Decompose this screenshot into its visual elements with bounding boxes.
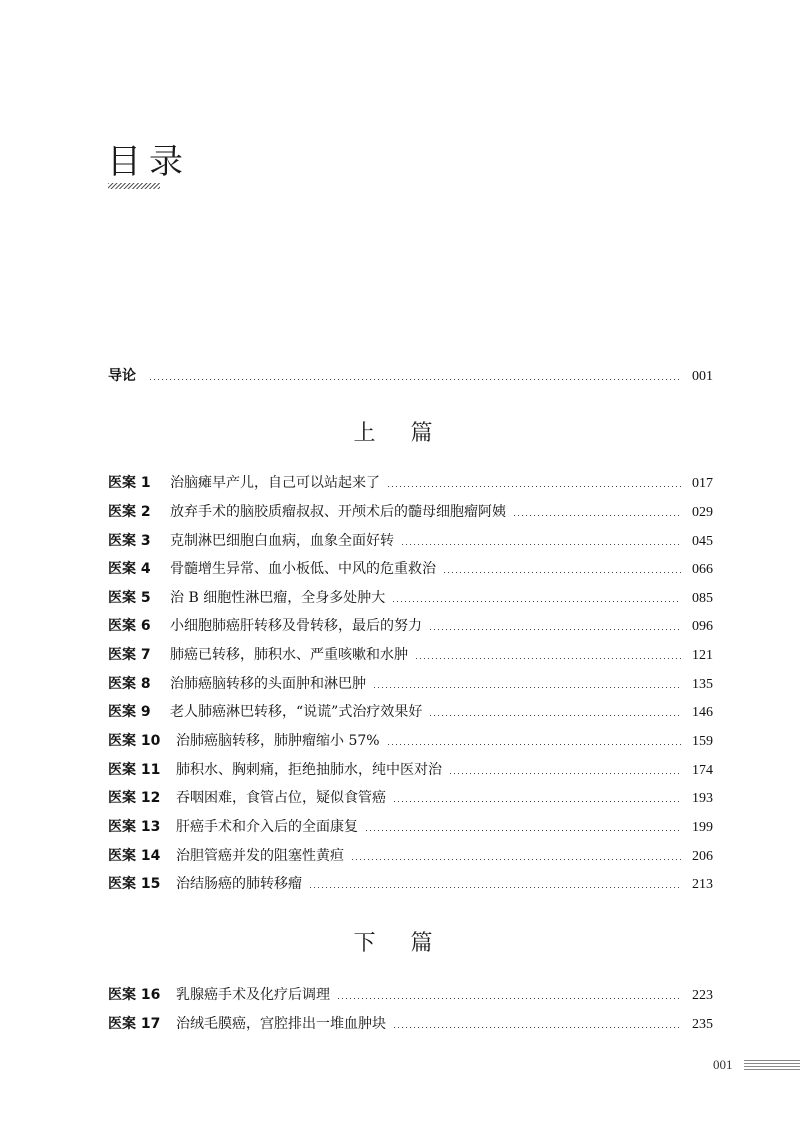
toc-entry[interactable] (108, 788, 713, 808)
toc-entry-title: 小细胞肺癌肝转移及骨转移，最后的努力 (170, 618, 422, 634)
toc-entry[interactable] (108, 1014, 713, 1034)
toc-entry-label: 医案 10 (108, 733, 161, 749)
toc-entry-title: 骨髓增生异常、血小板低、中风的危重救治 (170, 561, 436, 577)
toc-entry-title: 治结肠癌的肺转移瘤 (176, 876, 302, 892)
toc-entry-title: 肺积水、胸刺痛，拒绝抽肺水，纯中医对治 (176, 762, 442, 778)
toc-page-number: 121 (692, 648, 713, 663)
section-heading-lower: 下 篇 (353, 931, 447, 956)
toc-page-number: 001 (692, 369, 713, 384)
toc-entry-label: 医案 17 (108, 1016, 161, 1032)
toc-entry-title: 治 B 细胞性淋巴瘤，全身多处肿大 (170, 590, 386, 606)
section-heading-upper: 上 篇 (353, 421, 447, 446)
toc-entry-label: 医案 16 (108, 987, 161, 1003)
leader-dots (394, 801, 681, 802)
toc-page-number: 235 (692, 1017, 713, 1032)
toc-entry-title: 治肺癌脑转移，肺肿瘤缩小 57% (176, 733, 380, 749)
toc-entry[interactable] (108, 588, 713, 608)
leader-dots (514, 515, 681, 516)
toc-entry-label: 医案 4 (108, 561, 151, 577)
toc-page-number: 174 (692, 763, 713, 778)
toc-entry-label: 医案 2 (108, 504, 151, 520)
toc-entry[interactable] (108, 985, 713, 1005)
toc-page-number: 159 (692, 734, 713, 749)
toc-entry-label: 医案 14 (108, 848, 161, 864)
leader-dots (430, 629, 681, 630)
toc-entry-label: 医案 9 (108, 704, 151, 720)
toc-entry-label: 医案 6 (108, 618, 151, 634)
toc-entry-title: 治胆管癌并发的阻塞性黄疸 (176, 848, 344, 864)
toc-entry-title: 乳腺癌手术及化疗后调理 (176, 987, 330, 1003)
toc-entry[interactable] (108, 731, 713, 751)
title-underline-decoration (108, 183, 160, 189)
leader-dots (374, 687, 681, 688)
toc-entry-title: 放弃手术的脑胶质瘤叔叔、开颅术后的髓母细胞瘤阿姨 (170, 504, 506, 520)
toc-page-number: 029 (692, 505, 713, 520)
toc-page-number: 223 (692, 988, 713, 1003)
toc-entry-label: 导论 (108, 368, 136, 384)
toc-entry-title: 肺癌已转移，肺积水、严重咳嗽和水肿 (170, 647, 408, 663)
leader-dots (444, 572, 681, 573)
toc-page-number: 085 (692, 591, 713, 606)
leader-dots (393, 601, 681, 602)
toc-page-number: 199 (692, 820, 713, 835)
leader-dots (388, 744, 681, 745)
page-title: 目录 (107, 142, 191, 182)
toc-entry-title: 克制淋巴细胞白血病，血象全面好转 (170, 533, 394, 549)
toc-page-number: 193 (692, 791, 713, 806)
toc-entry[interactable] (108, 674, 713, 694)
leader-dots (388, 486, 681, 487)
toc-entry-title: 治肺癌脑转移的头面肿和淋巴肿 (170, 676, 366, 692)
toc-entry[interactable] (108, 702, 713, 722)
toc-entry[interactable] (108, 531, 713, 551)
leader-dots (394, 1027, 681, 1028)
toc-entry-label: 医案 7 (108, 647, 151, 663)
toc-entry-title: 治脑瘫早产儿，自己可以站起来了 (170, 475, 380, 491)
toc-entry-label: 医案 3 (108, 533, 151, 549)
toc-page-number: 135 (692, 677, 713, 692)
toc-entry-label: 医案 8 (108, 676, 151, 692)
leader-dots (366, 830, 681, 831)
toc-entry-title: 肝癌手术和介入后的全面康复 (176, 819, 358, 835)
folio-decoration-lines (744, 1060, 800, 1071)
toc-page-number: 206 (692, 849, 713, 864)
leader-dots (416, 658, 681, 659)
toc-entry[interactable] (108, 817, 713, 837)
leader-dots (150, 379, 681, 380)
toc-entry-title: 治绒毛膜癌，宫腔排出一堆血肿块 (176, 1016, 386, 1032)
leader-dots (310, 887, 681, 888)
toc-entry[interactable] (108, 559, 713, 579)
toc-entry[interactable] (108, 645, 713, 665)
toc-entry-label: 医案 5 (108, 590, 151, 606)
toc-page-number: 213 (692, 877, 713, 892)
toc-entry-label: 医案 1 (108, 475, 151, 491)
folio-page-number: 001 (713, 1057, 733, 1072)
leader-dots (352, 859, 681, 860)
toc-page-number: 017 (692, 476, 713, 491)
toc-entry-title: 老人肺癌淋巴转移，“说谎”式治疗效果好 (170, 704, 423, 720)
toc-entry-intro[interactable] (108, 366, 713, 386)
toc-entry[interactable] (108, 874, 713, 894)
toc-entry-label: 医案 15 (108, 876, 161, 892)
leader-dots (450, 773, 681, 774)
toc-entry-label: 医案 12 (108, 790, 161, 806)
toc-entry[interactable] (108, 473, 713, 493)
toc-entry[interactable] (108, 616, 713, 636)
toc-page-number: 066 (692, 562, 713, 577)
toc-entry[interactable] (108, 760, 713, 780)
toc-page-number: 146 (692, 705, 713, 720)
toc-entry-label: 医案 13 (108, 819, 161, 835)
toc-page-number: 096 (692, 619, 713, 634)
leader-dots (430, 715, 681, 716)
leader-dots (402, 544, 681, 545)
toc-entry-title: 吞咽困难，食管占位，疑似食管癌 (176, 790, 386, 806)
leader-dots (338, 998, 681, 999)
toc-page-number: 045 (692, 534, 713, 549)
toc-entry[interactable] (108, 502, 713, 522)
toc-entry-label: 医案 11 (108, 762, 161, 778)
toc-entry[interactable] (108, 846, 713, 866)
